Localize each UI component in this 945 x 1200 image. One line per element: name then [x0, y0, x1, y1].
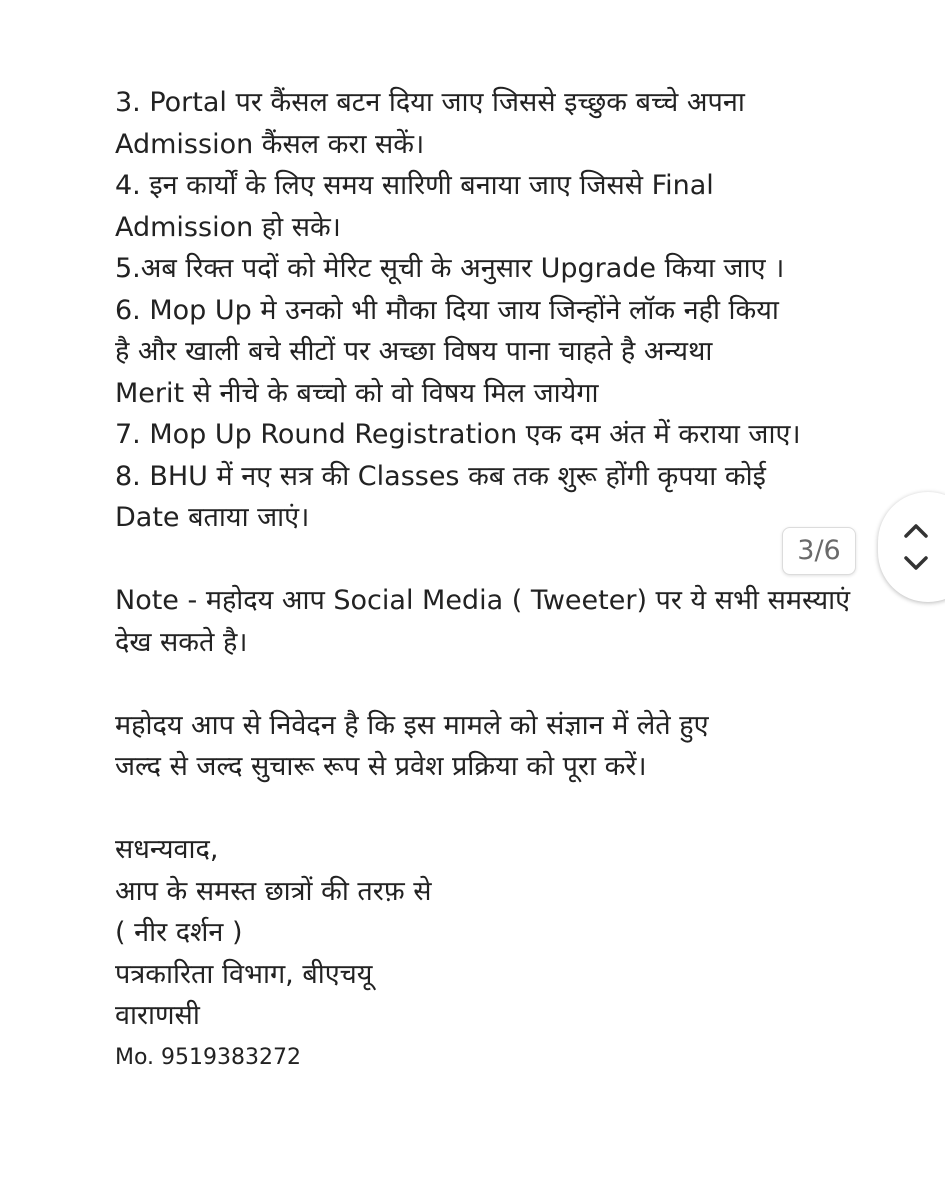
document-line: 8. BHU में नए सत्र की Classes कब तक शुरू होंगी कृपया कोई	[115, 460, 766, 492]
document-line: Merit से नीचे के बच्चो को वो विषय मिल जायेगा	[115, 377, 599, 409]
document-line: Note - महोदय आप Social Media ( Tweeter) पर ये सभी समस्याएं	[115, 585, 851, 616]
page-indicator: 3/6	[782, 527, 856, 575]
document-line: Date बताया जाएं।	[115, 502, 310, 533]
document-line: महोदय आप से निवेदन है कि इस मामले को संज्ञान में लेते हुए	[115, 709, 709, 741]
page-scroll-control[interactable]	[878, 492, 945, 602]
document-line: 5.अब रिक्त पदों को मेरिट सूची के अनुसार Upgrade किया जाए ।	[115, 253, 785, 284]
signature-city: वाराणसी	[115, 1000, 200, 1031]
document-line: जल्द से जल्द सुचारू रूप से प्रवेश प्रक्रिया को पूरा करें।	[115, 751, 647, 782]
document-line: 7. Mop Up Round Registration एक दम अंत में कराया जाए।	[115, 419, 801, 450]
document-line: 4. इन कार्यों के लिए समय सारिणी बनाया जाए जिससे Final	[115, 170, 714, 201]
document-line: Admission कैंसल करा सकें।	[115, 128, 425, 160]
chevron-down-icon[interactable]	[902, 554, 930, 572]
chevron-up-icon[interactable]	[902, 522, 930, 540]
document-line: है और खाली बचे सीटों पर अच्छा विषय पाना चाहते है अन्यथा	[115, 336, 713, 367]
paragraph-gap	[115, 539, 845, 581]
signature-line: आप के समस्त छात्रों की तरफ़ से	[115, 875, 432, 907]
document-line: देख सकते है।	[115, 626, 248, 658]
closing-salutation: सधन्यवाद,	[115, 834, 219, 865]
signature-mobile: Mo. 9519383272	[115, 1044, 302, 1070]
document-page	[115, 82, 851, 1078]
document-line: 6. Mop Up मे उनको भी मौका दिया जाय जिन्होंने लॉक नही किया	[115, 294, 779, 326]
signature-name: ( नीर दर्शन )	[115, 917, 243, 948]
paragraph-gap	[115, 663, 845, 705]
document-line: Admission हो सके।	[115, 211, 341, 243]
document-line: 3. Portal पर कैंसल बटन दिया जाए जिससे इच्छुक बच्चे अपना	[115, 87, 745, 118]
signature-department: पत्रकारिता विभाग, बीएचयू	[115, 958, 373, 990]
paragraph-gap	[115, 788, 845, 830]
